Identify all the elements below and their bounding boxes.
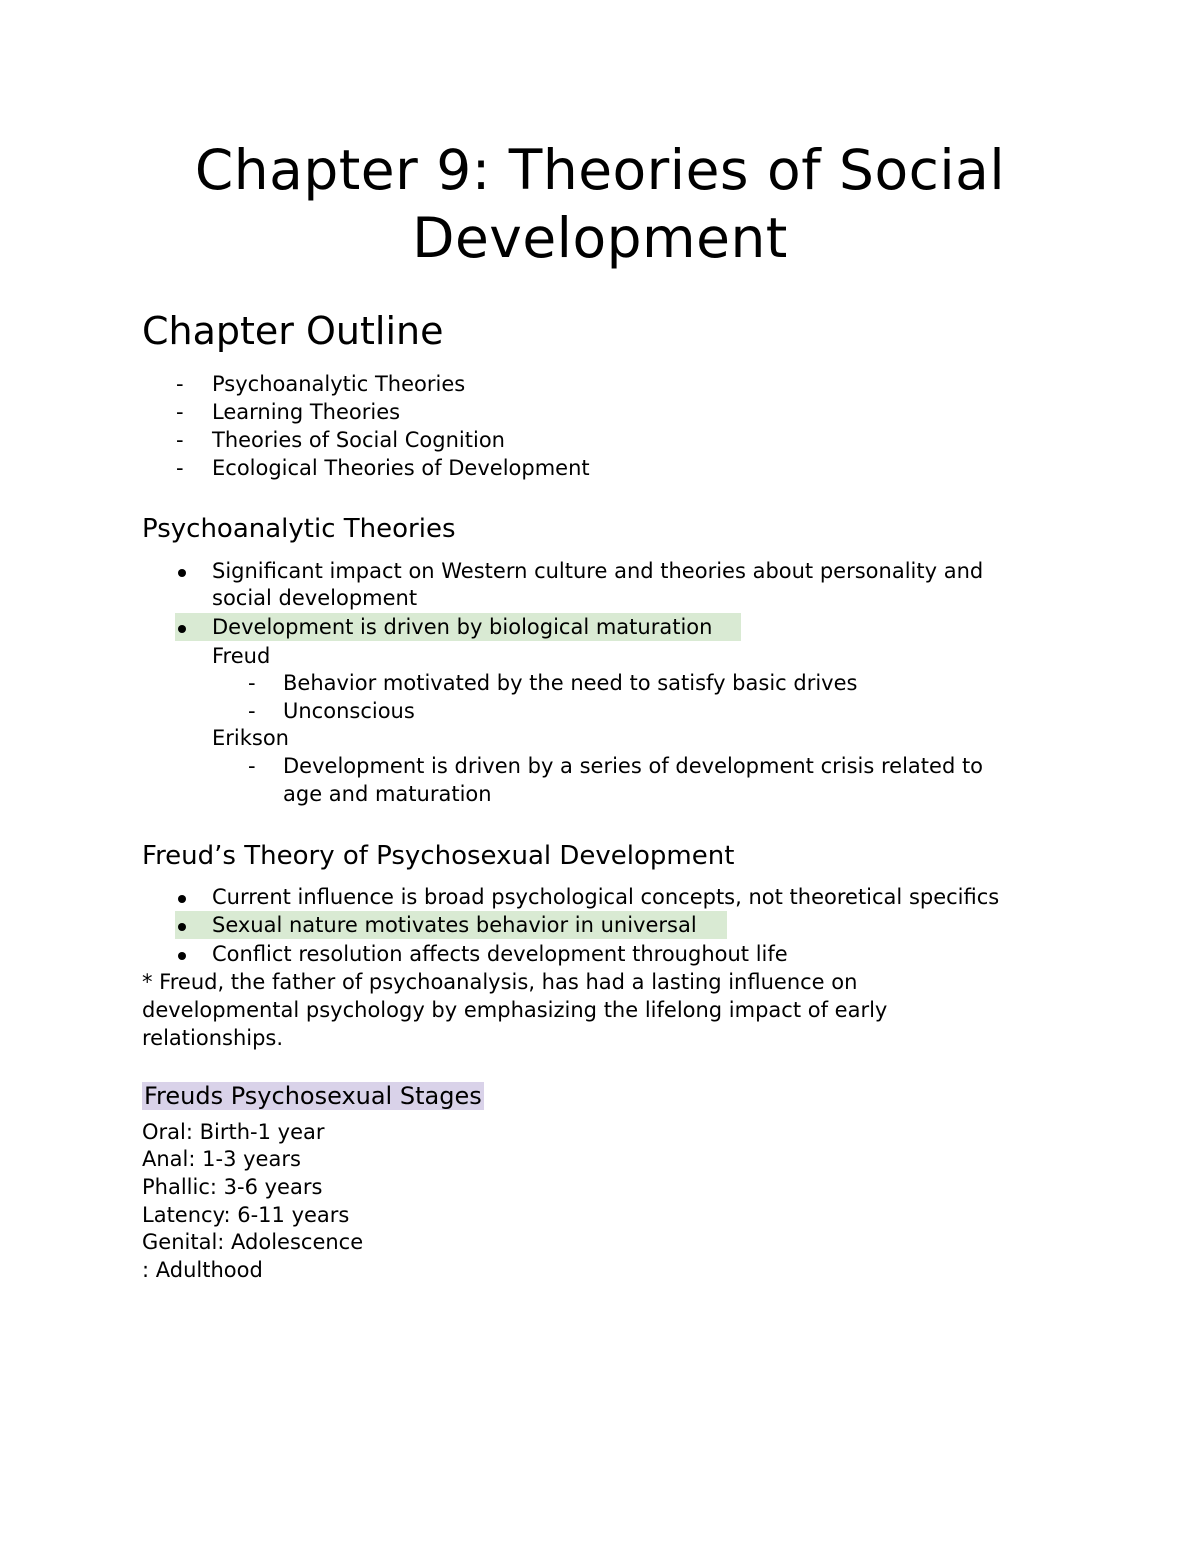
bullet-marker [178,625,186,633]
psychosexual-bullet: Conflict resolution affects development throughout life [212,942,788,966]
stage-item: Latency: 6-11 years [142,1203,350,1227]
psychoanalytic-heading: Psychoanalytic Theories [142,514,456,544]
stage-item: : Adulthood [142,1258,263,1282]
dash-marker: - [248,699,256,723]
stage-item: Phallic: 3-6 years [142,1175,323,1199]
note-line-2: developmental psychology by emphasizing the lifelong impact of early [142,998,888,1022]
outline-item: Theories of Social Cognition [212,428,505,452]
dash-marker: - [248,671,256,695]
note-line-3: relationships. [142,1026,284,1050]
page-title [0,136,1200,272]
erikson-label: Erikson [212,726,289,750]
psychosexual-theory-heading: Freud’s Theory of Psychosexual Development [142,841,735,871]
freud-item: Unconscious [283,699,415,723]
bullet-marker [178,569,186,577]
bullet-marker [178,923,186,931]
dash-marker: - [176,428,184,452]
outline-item: Psychoanalytic Theories [212,372,466,396]
stage-item: Oral: Birth-1 year [142,1120,325,1144]
note-line-1: * Freud, the father of psychoanalysis, has had a lasting influence on [142,970,858,994]
stage-item: Genital: Adolescence [142,1230,364,1254]
chapter-outline-heading: Chapter Outline [142,309,444,353]
dash-marker: - [176,400,184,424]
bullet-marker [178,952,186,960]
page-title-line2: Development [412,206,788,270]
erikson-item-line-1: Development is driven by a series of development crisis related to [283,754,984,778]
psychosexual-bullet: Sexual nature motivates behavior in universal [212,913,697,937]
psychoanalytic-bullet-2: Development is driven by biological maturation [212,615,713,639]
stages-heading [142,1078,484,1114]
dash-marker: - [176,456,184,480]
stages-heading-text: Freuds Psychosexual Stages [144,1082,482,1110]
freud-label: Freud [212,644,271,668]
dash-marker: - [176,372,184,396]
freud-item: Behavior motivated by the need to satisfy basic drives [283,671,858,695]
stage-item: Anal: 1-3 years [142,1147,301,1171]
dash-marker: - [248,754,256,778]
outline-item: Learning Theories [212,400,401,424]
psychoanalytic-bullet-1-line-1: Significant impact on Western culture and theories about personality and [212,559,984,583]
psychoanalytic-bullet-1-line-2: social development [212,586,418,610]
outline-item: Ecological Theories of Development [212,456,590,480]
bullet-marker [178,895,186,903]
erikson-item-line-2: age and maturation [283,782,492,806]
page-title-line1: Chapter 9: Theories of Social [194,138,1006,202]
psychosexual-bullet: Current influence is broad psychological concepts, not theoretical specifics [212,885,1000,909]
